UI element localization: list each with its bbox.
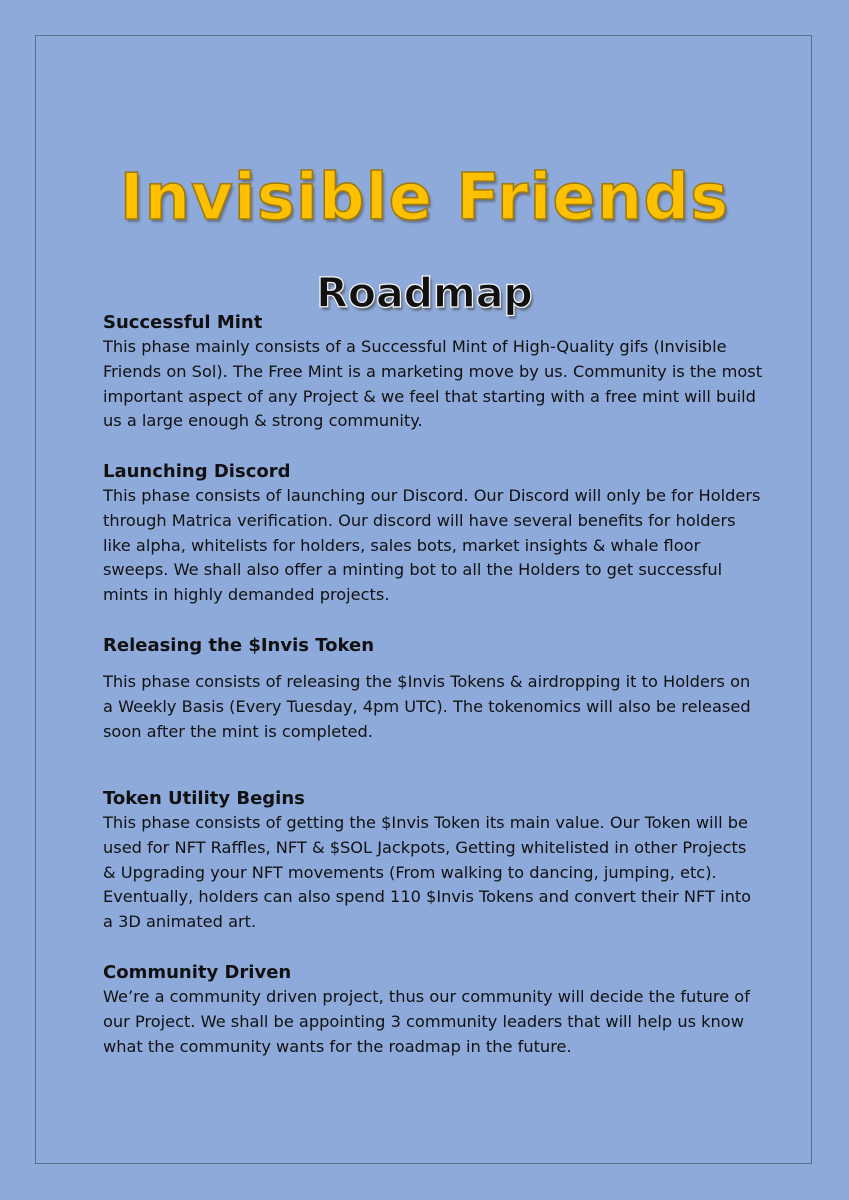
- roadmap-section-launching-discord: [103, 459, 763, 608]
- roadmap-section-releasing-token: [103, 633, 763, 744]
- document-title: Invisible Friends: [119, 160, 730, 235]
- section-body: We’re a community driven project, thus our community will decide the future of our Project. We shall be appointing 3 community leaders that will help us know what the community wants for the roadmap in the future.: [103, 987, 750, 1056]
- roadmap-section-community-driven: [103, 960, 763, 1059]
- section-heading: Token Utility Begins: [103, 788, 305, 809]
- section-body: This phase consists of releasing the $Invis Tokens & airdropping it to Holders on a Weekly Basis (Every Tuesday, 4pm UTC). The tokenomics will also be released soon after the mint is completed.: [103, 672, 751, 741]
- section-body: This phase mainly consists of a Successful Mint of High-Quality gifs (Invisible Friends on Sol). The Free Mint is a marketing move by us. Community is the most important aspect of any Project & we feel that starting with a free mint will build us a large enough & strong community.: [103, 337, 763, 431]
- document-subtitle: Roadmap: [316, 269, 533, 318]
- section-heading: Community Driven: [103, 962, 292, 983]
- section-heading: Successful Mint: [103, 312, 263, 333]
- section-body: This phase consists of launching our Discord. Our Discord will only be for Holders through Matrica verification. Our discord will have several benefits for holders like alpha, whitelists for holders, sales bots, market insights & whale floor sweeps. We shall also offer a minting bot to all the Holders to get successful mints in highly demanded projects.: [103, 486, 761, 605]
- section-heading: Releasing the $Invis Token: [103, 635, 375, 656]
- section-heading: Launching Discord: [103, 461, 291, 482]
- roadmap-section-token-utility: [103, 786, 763, 935]
- section-body: This phase consists of getting the $Invis Token its main value. Our Token will be used for NFT Raffles, NFT & $SOL Jackpots, Getting whitelisted in other Projects & Upgrading your NFT movements (From walking to dancing, jumping, etc). Eventually, holders can also spend 110 $Invis Tokens and convert their NFT into a 3D animated art.: [103, 813, 752, 932]
- roadmap-section-successful-mint: [103, 310, 763, 434]
